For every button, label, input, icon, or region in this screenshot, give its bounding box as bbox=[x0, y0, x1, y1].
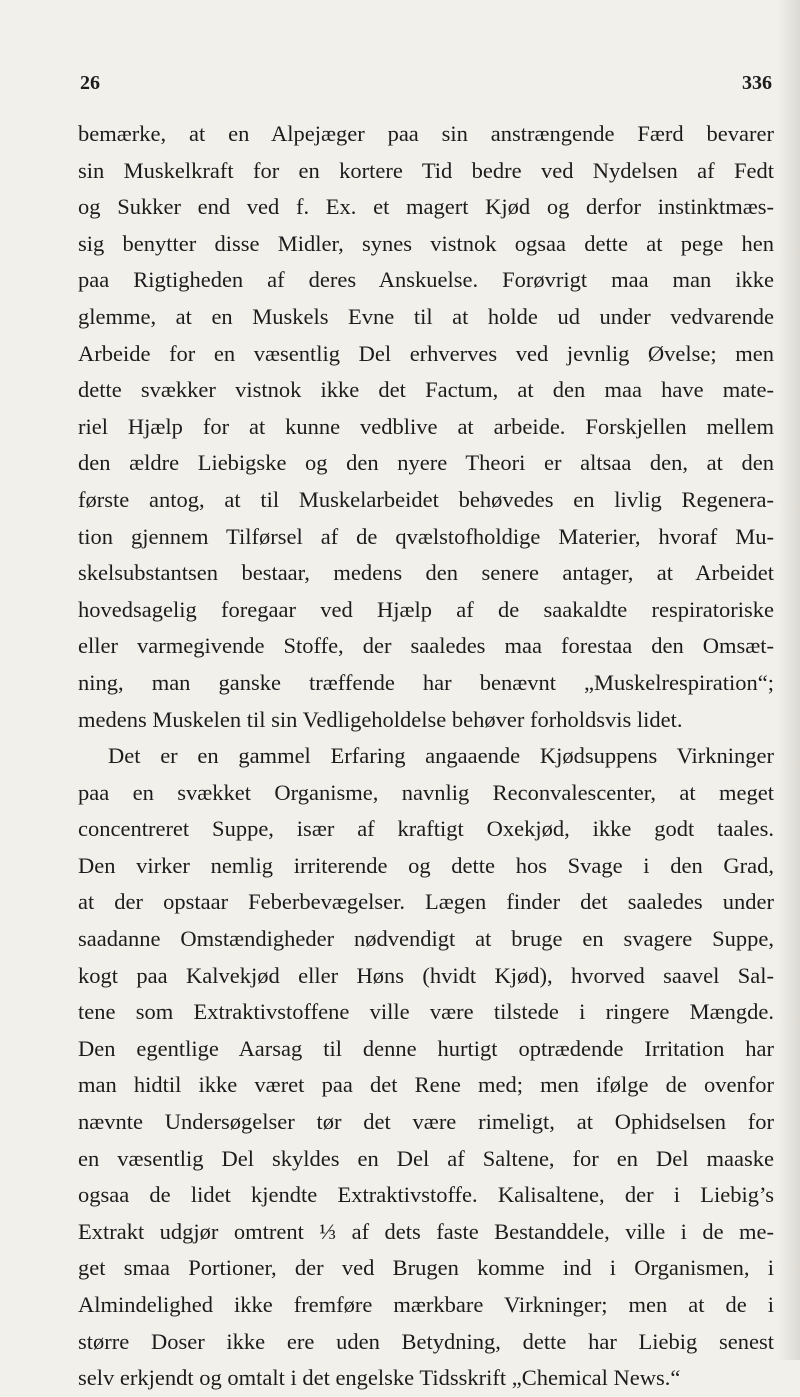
signature-mark: 26 bbox=[80, 72, 100, 94]
text-line: hovedsagelig foregaar ved Hjælp af de saakaldte respiratoriske bbox=[78, 596, 774, 622]
text-line: Den virker nemlig irriterende og dette hos Svage i den Grad, bbox=[78, 852, 774, 878]
text-line: ogsaa de lidet kjendte Extraktivstoffe. Kalisaltene, der i Liebig’s bbox=[78, 1182, 774, 1208]
page-edge-shadow bbox=[778, 0, 800, 1360]
text-line: sig benytter disse Midler, synes vistnok ogsaa dette at pege hen bbox=[78, 230, 774, 256]
paragraph-1 bbox=[78, 116, 774, 738]
text-line: og Sukker end ved f. Ex. et magert Kjød og derfor instinktmæs- bbox=[78, 194, 774, 220]
text-line: sin Muskelkraft for en kortere Tid bedre ved Nydelsen af Fedt bbox=[78, 157, 774, 183]
text-line: medens Muskelen til sin Vedligeholdelse behøver forholdsvis lidet. bbox=[78, 706, 683, 732]
text-line: Arbeide for en væsentlig Del erhverves ved jevnlig Øvelse; men bbox=[78, 340, 774, 366]
page-header bbox=[80, 72, 772, 102]
text-line: dette svækker vistnok ikke det Factum, at den maa have mate- bbox=[78, 377, 774, 403]
text-line: en væsentlig Del skyldes en Del af Saltene, for en Del maaske bbox=[78, 1145, 774, 1171]
text-line: paa Rigtigheden af deres Anskuelse. Forøvrigt maa man ikke bbox=[78, 267, 774, 293]
text-line: kogt paa Kalvekjød eller Høns (hvidt Kjød), hvorved saavel Sal- bbox=[78, 962, 774, 988]
text-line: Det er en gammel Erfaring angaaende Kjødsuppens Virkninger bbox=[108, 743, 774, 769]
text-line: nævnte Undersøgelser tør det være rimeligt, at Ophidselsen for bbox=[78, 1109, 774, 1135]
text-line: Almindelighed ikke fremføre mærkbare Virkninger; men at de i bbox=[78, 1292, 774, 1317]
text-line: tene som Extraktivstoffene ville være tilstede i ringere Mængde. bbox=[78, 999, 774, 1025]
text-line: get smaa Portioner, der ved Brugen komme ind i Organismen, i bbox=[78, 1255, 774, 1281]
text-line: paa en svækket Organisme, navnlig Reconvalescenter, at meget bbox=[78, 779, 774, 805]
text-line: den ældre Liebigske og den nyere Theori er altsaa den, at den bbox=[78, 450, 774, 476]
text-line: skelsubstantsen bestaar, medens den senere antager, at Arbeidet bbox=[78, 560, 774, 586]
text-line: at der opstaar Feberbevægelser. Lægen finder det saaledes under bbox=[78, 889, 774, 915]
text-line: riel Hjælp for at kunne vedblive at arbeide. Forskjellen mellem bbox=[78, 413, 774, 439]
paragraph-2 bbox=[78, 738, 774, 1397]
text-line: selv erkjendt og omtalt i det engelske Tidsskrift „Chemical News.“ bbox=[78, 1365, 681, 1391]
text-line: Den egentlige Aarsag til denne hurtigt optrædende Irritation har bbox=[78, 1035, 774, 1061]
text-line: bemærke, at en Alpejæger paa sin anstrængende Færd bevarer bbox=[78, 121, 774, 146]
body-text bbox=[78, 116, 774, 1397]
text-line: saadanne Omstændigheder nødvendigt at bruge en svagere Suppe, bbox=[78, 926, 774, 952]
page-number: 336 bbox=[742, 72, 772, 94]
text-line: glemme, at en Muskels Evne til at holde ud under vedvarende bbox=[78, 303, 774, 329]
text-line: tion gjennem Tilførsel af de qvælstofholdige Materier, hvoraf Mu- bbox=[78, 523, 774, 549]
text-line: Extrakt udgjør omtrent ⅓ af dets faste Bestanddele, ville i de me- bbox=[78, 1218, 774, 1244]
text-line: større Doser ikke ere uden Betydning, dette har Liebig senest bbox=[78, 1328, 774, 1354]
text-line: ning, man ganske træffende har benævnt „Muskelrespiration“; bbox=[78, 669, 774, 695]
text-line: man hidtil ikke været paa det Rene med; men ifølge de ovenfor bbox=[78, 1072, 774, 1098]
text-line: første antog, at til Muskelarbeidet behøvedes en livlig Regenera- bbox=[78, 486, 774, 512]
text-line: concentreret Suppe, især af kraftigt Oxekjød, ikke godt taales. bbox=[78, 816, 774, 842]
text-line: eller varmegivende Stoffe, der saaledes maa forestaa den Omsæt- bbox=[78, 633, 774, 659]
